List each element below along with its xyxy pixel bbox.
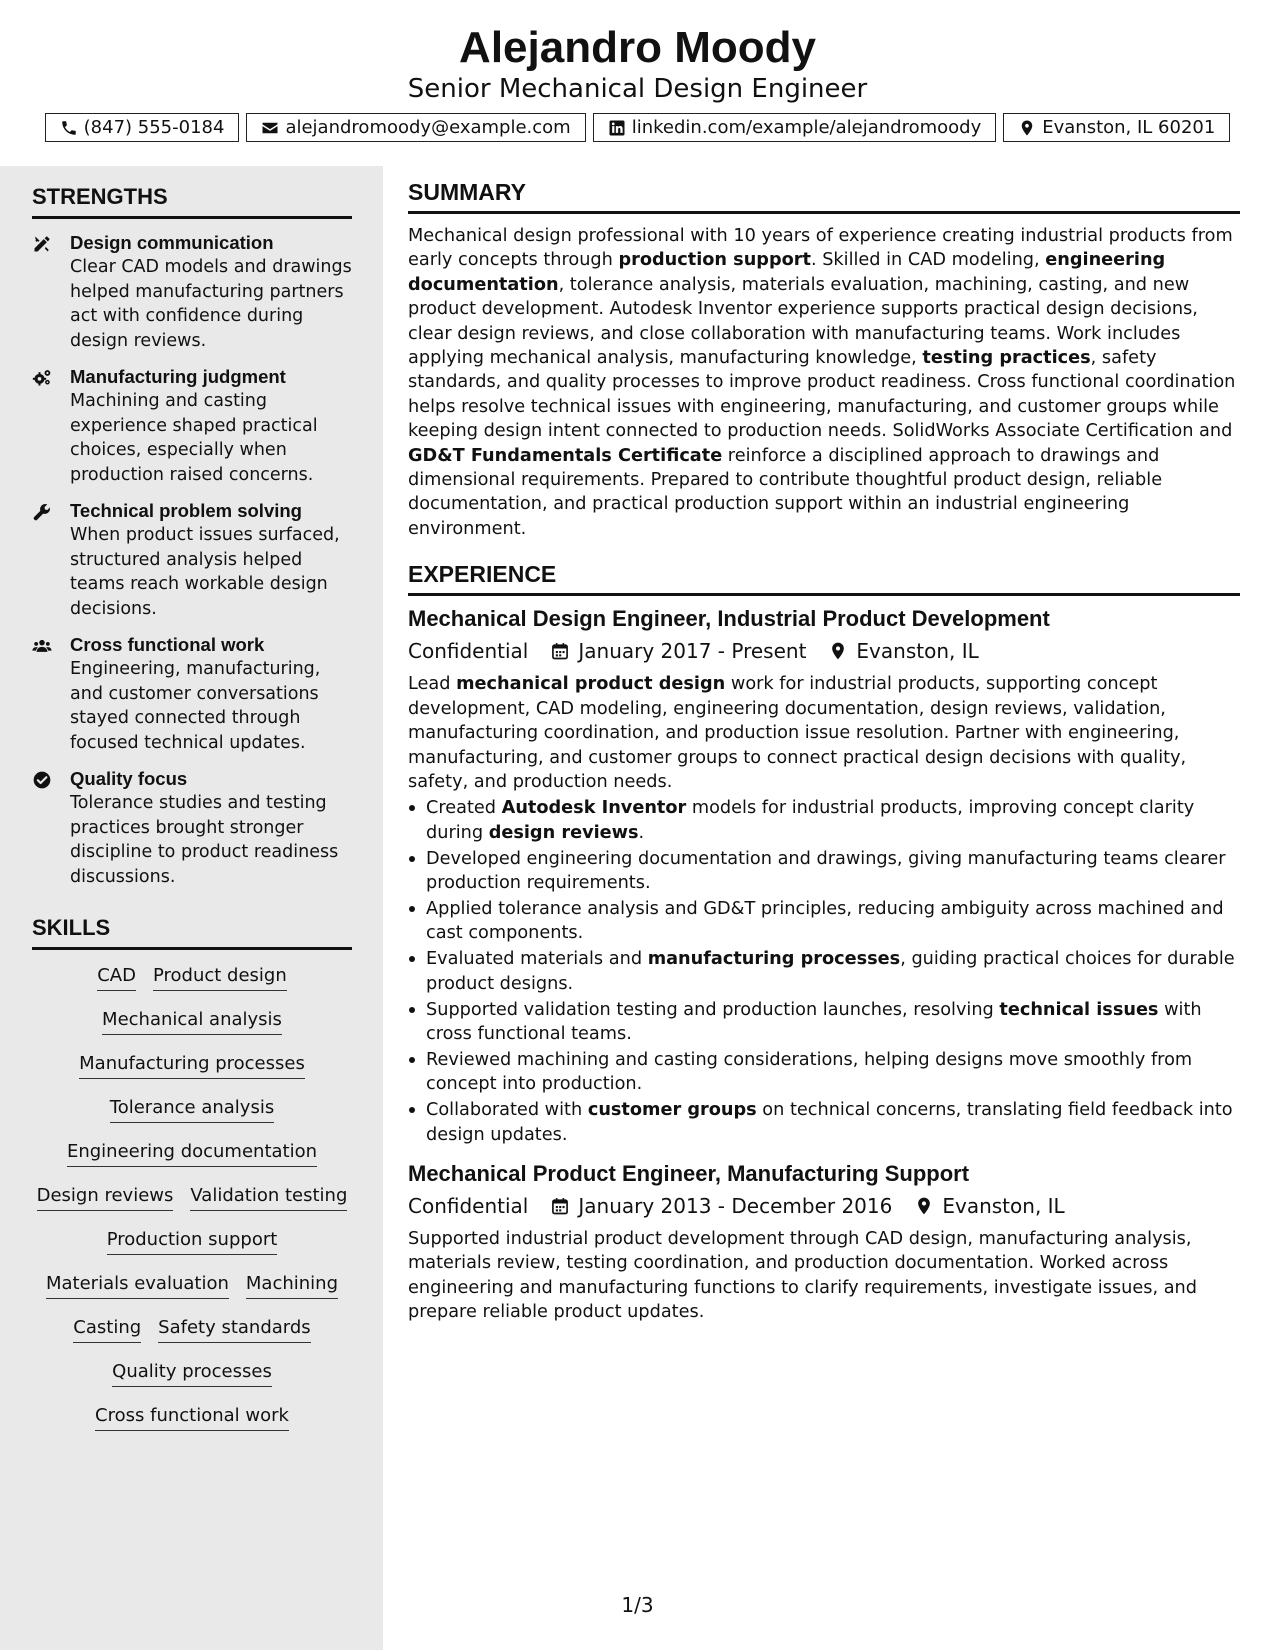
check-circle-icon — [32, 770, 52, 790]
email-text: alejandromoody@example.com — [285, 117, 571, 138]
strength-item — [32, 365, 352, 487]
resume-header — [0, 0, 1275, 166]
sidebar — [0, 166, 383, 1650]
phone-text: (847) 555-0184 — [83, 117, 225, 138]
contact-linkedin — [593, 113, 997, 142]
skill-tag: Quality processes — [112, 1360, 272, 1387]
strength-title: Cross functional work — [70, 634, 265, 655]
bold-phrase: production support — [618, 250, 811, 271]
bullet-item: Reviewed machining and casting considerations, helping designs move smoothly from concept into production. — [426, 1048, 1240, 1097]
contact-email — [246, 113, 585, 142]
strength-title: Design communication — [70, 232, 274, 253]
bold-phrase: GD&T Fundamentals Certificate — [408, 445, 723, 466]
strength-desc: Tolerance studies and testing practices brought stronger discipline to product readiness discussions. — [70, 793, 339, 887]
strength-title: Technical problem solving — [70, 500, 302, 521]
job-location: Evanston, IL — [856, 639, 979, 664]
job-entry — [408, 604, 1240, 1147]
phone-icon — [60, 119, 78, 137]
wrench-icon — [32, 502, 52, 522]
strength-title: Manufacturing judgment — [70, 366, 286, 387]
strength-item — [32, 767, 352, 889]
strength-desc: Machining and casting experience shaped practical choices, especially when production raised concerns. — [70, 391, 318, 485]
strength-item — [32, 231, 352, 353]
skill-tag: Design reviews — [37, 1184, 174, 1211]
contact-phone — [45, 113, 240, 142]
bullet-item: Developed engineering documentation and drawings, giving manufacturing teams clearer production requirements. — [426, 847, 1240, 896]
candidate-title: Senior Mechanical Design Engineer — [407, 74, 868, 104]
job-company: Confidential — [408, 639, 529, 664]
bold-phrase: Autodesk Inventor — [501, 798, 687, 819]
summary-text: Mechanical design professional with 10 years of experience creating industrial products from early concepts through production support. Skilled in CAD modeling, engineering documentation, tolerance analysis, materials evaluation, machining, casting, and new product development. Autodesk Inventor experience supports practical design decisions, clear design reviews, and close collaboration with manufacturing teams. Work includes applying mechanical analysis, manufacturing knowledge, testing practices, safety standards, and quality processes to improve product readiness. Cross functional coordination helps resolve technical issues with engineering, manufacturing, and customer groups while keeping design intent connected to production needs. SolidWorks Associate Certification and GD&T Fundamentals Certificate reinforce a disciplined approach to drawings and dimensional requirements. Prepared to contribute thoughtful product design, reliable documentation, and practical production support within an industrial engineering environment. — [408, 226, 1236, 539]
strength-item — [32, 499, 352, 621]
skill-tag: Materials evaluation — [46, 1272, 229, 1299]
contact-bar — [0, 113, 1275, 142]
bold-phrase: engineering documentation — [408, 250, 1166, 295]
page-number: 1/3 — [621, 1593, 654, 1617]
bold-phrase: technical issues — [999, 999, 1159, 1020]
users-icon — [32, 636, 52, 656]
job-description: Lead mechanical product design work for industrial products, supporting concept development, CAD modeling, engineering documentation, design reviews, validation, manufacturing coordination, and production issue resolution. Partner with engineering, manufacturing, and customer groups to connect practical design decisions with quality, safety, and production needs. — [408, 674, 1187, 792]
main-column — [408, 177, 1240, 1325]
bullet-item: Supported validation testing and production launches, resolving technical issues with cross functional teams. — [426, 998, 1240, 1047]
skill-tag: Safety standards — [158, 1316, 311, 1343]
candidate-name: Alejandro Moody — [459, 23, 816, 72]
contact-location — [1003, 113, 1230, 142]
skills-heading: SKILLS — [32, 913, 352, 950]
map-pin-icon — [914, 1196, 934, 1216]
bullet-item: Evaluated materials and manufacturing processes, guiding practical choices for durable product designs. — [426, 947, 1240, 996]
job-title: Mechanical Design Engineer, Industrial Product Development — [408, 606, 1050, 632]
calendar-icon — [550, 1196, 570, 1216]
strengths-list — [32, 231, 352, 889]
skill-tag: Engineering documentation — [67, 1140, 317, 1167]
experience-heading: EXPERIENCE — [408, 559, 1240, 596]
skill-tag: Production support — [107, 1228, 278, 1255]
strength-desc: When product issues surfaced, structured analysis helped teams reach workable design decisions. — [70, 525, 340, 619]
job-title: Mechanical Product Engineer, Manufacturing Support — [408, 1161, 970, 1186]
skill-tag: Machining — [246, 1272, 338, 1299]
job-description: Supported industrial product development through CAD design, manufacturing analysis, materials review, testing coordination, and production documentation. Worked across engineering and manufacturing functions to clarify requirements, investigate issues, and prepare reliable product updates. — [408, 1229, 1197, 1323]
skill-tag: Tolerance analysis — [110, 1096, 274, 1123]
linkedin-icon — [608, 119, 626, 137]
gears-icon — [32, 368, 52, 388]
bullet-item: Collaborated with customer groups on technical concerns, translating field feedback into design updates. — [426, 1098, 1240, 1147]
skill-tag: Manufacturing processes — [79, 1052, 305, 1079]
skill-tag: Mechanical analysis — [102, 1008, 282, 1035]
design-tools-icon — [32, 234, 52, 254]
job-company: Confidential — [408, 1194, 529, 1218]
job-bullets — [408, 796, 1240, 1147]
bold-phrase: design reviews — [488, 822, 639, 843]
map-pin-icon — [1018, 119, 1036, 137]
strength-desc: Clear CAD models and drawings helped manufacturing partners act with confidence during design reviews. — [70, 257, 352, 351]
bold-phrase: testing practices — [922, 348, 1091, 369]
job-entry — [408, 1159, 1240, 1325]
job-meta — [408, 636, 1240, 666]
skill-tag: CAD — [97, 964, 136, 991]
job-dates: January 2013 - December 2016 — [578, 1194, 893, 1218]
calendar-icon — [550, 641, 570, 661]
envelope-icon — [261, 119, 279, 137]
skill-tag: Product design — [153, 964, 287, 991]
strength-desc: Engineering, manufacturing, and customer conversations stayed connected through focused technical updates. — [70, 659, 321, 753]
bullet-item: Created Autodesk Inventor models for industrial products, improving concept clarity during design reviews. — [426, 796, 1240, 845]
job-location: Evanston, IL — [942, 1194, 1065, 1218]
job-meta — [408, 1191, 1240, 1221]
bullet-item: Applied tolerance analysis and GD&T principles, reducing ambiguity across machined and cast components. — [426, 897, 1240, 946]
bold-phrase: mechanical product design — [456, 674, 726, 695]
strength-item — [32, 633, 352, 755]
map-pin-icon — [828, 641, 848, 661]
job-dates: January 2017 - Present — [578, 639, 807, 664]
skill-tag: Cross functional work — [95, 1404, 289, 1431]
bold-phrase: manufacturing processes — [647, 949, 901, 970]
skills-list — [32, 964, 352, 1431]
bold-phrase: customer groups — [587, 1100, 757, 1121]
location-text: Evanston, IL 60201 — [1042, 117, 1216, 138]
linkedin-text: linkedin.com/example/alejandromoody — [631, 117, 982, 138]
summary-heading: SUMMARY — [408, 177, 1240, 214]
strength-title: Quality focus — [70, 768, 188, 789]
strengths-heading: STRENGTHS — [32, 182, 352, 219]
skill-tag: Casting — [73, 1316, 141, 1343]
skill-tag: Validation testing — [190, 1184, 347, 1211]
